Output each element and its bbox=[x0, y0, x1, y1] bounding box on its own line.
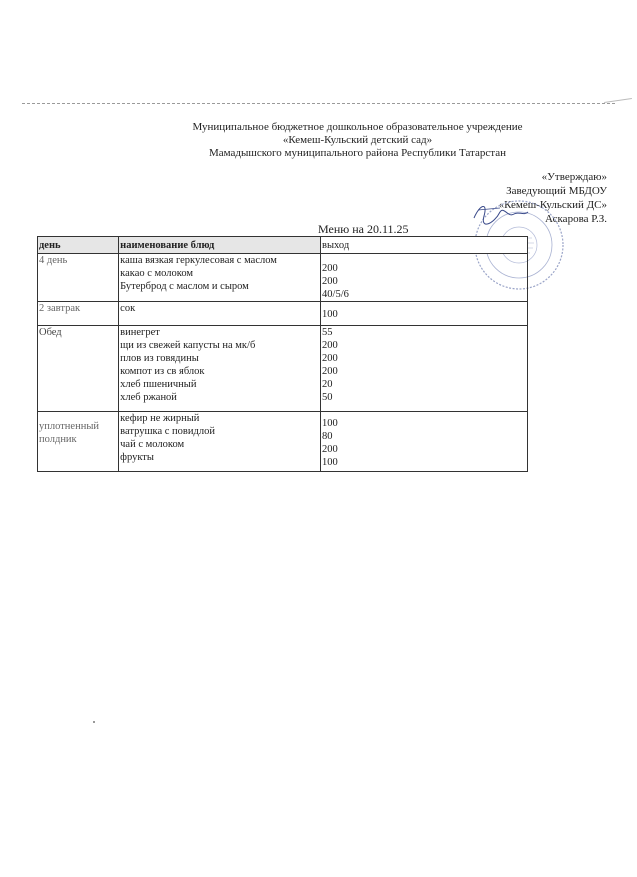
row-day: Обед bbox=[38, 326, 119, 412]
scan-edge-line bbox=[22, 103, 615, 104]
header-line-3: Мамадышского муниципального района Республики Татарстан bbox=[209, 147, 506, 159]
output-item: 200 bbox=[322, 444, 338, 455]
dish-item: хлеб ржаной bbox=[120, 392, 177, 403]
scan-edge-mark bbox=[604, 98, 632, 103]
header-output: выход bbox=[321, 237, 528, 254]
approval-line-4: Аскарова Р.З. bbox=[544, 213, 607, 225]
row-day bbox=[38, 412, 119, 472]
dish-item: ватрушка с повидлой bbox=[120, 426, 215, 437]
row-outputs bbox=[321, 326, 528, 412]
dish-item: компот из св яблок bbox=[120, 366, 205, 377]
row-dishes bbox=[119, 302, 321, 326]
output-item: 50 bbox=[322, 392, 333, 403]
header-day: день bbox=[38, 237, 119, 254]
output-item: 200 bbox=[322, 263, 338, 274]
row-dishes bbox=[119, 254, 321, 302]
table-row bbox=[38, 412, 528, 472]
header-line-1: Муниципальное бюджетное дошкольное образовательное учреждение bbox=[192, 121, 523, 133]
signature-icon bbox=[470, 198, 530, 228]
output-item: 40/5/6 bbox=[322, 289, 349, 300]
header-dish: наименование блюд bbox=[119, 237, 321, 254]
dish-item: каша вязкая геркулесовая с маслом bbox=[120, 255, 277, 266]
row-day: 2 завтрак bbox=[38, 302, 119, 326]
table-row bbox=[38, 326, 528, 412]
dish-item: сок bbox=[120, 303, 136, 314]
row-outputs bbox=[321, 412, 528, 472]
dish-item: хлеб пшеничный bbox=[120, 379, 197, 390]
dish-item: винегрет bbox=[120, 327, 160, 338]
output-item: 55 bbox=[322, 327, 333, 338]
dish-item: плов из говядины bbox=[120, 353, 199, 364]
document-header bbox=[60, 121, 637, 160]
header-line-2: «Кемеш-Кульский детский сад» bbox=[282, 134, 433, 146]
table-row bbox=[38, 302, 528, 326]
approval-line-3: «Кемеш-Кульский ДС» bbox=[498, 199, 607, 211]
dish-item: фрукты bbox=[120, 452, 154, 463]
menu-title: Меню на 20.11.25 bbox=[318, 222, 409, 236]
output-item: 100 bbox=[322, 457, 338, 468]
output-item: 200 bbox=[322, 353, 338, 364]
approval-line-2: Заведующий МБДОУ bbox=[506, 185, 607, 197]
dish-item: кефир не жирный bbox=[120, 413, 200, 424]
menu-table bbox=[37, 236, 528, 472]
row-outputs bbox=[321, 254, 528, 302]
output-item: 200 bbox=[322, 276, 338, 287]
row-day-label: уплотненный полдник bbox=[39, 421, 100, 445]
approval-line-1: «Утверждаю» bbox=[541, 171, 607, 183]
dish-item: чай с молоком bbox=[120, 439, 185, 450]
output-item: 100 bbox=[322, 418, 338, 429]
output-item: 200 bbox=[322, 366, 338, 377]
row-day: 4 день bbox=[38, 254, 119, 302]
row-dishes bbox=[119, 412, 321, 472]
scan-dust-mark bbox=[93, 721, 95, 723]
output-item: 20 bbox=[322, 379, 333, 390]
dish-item: щи из свежей капусты на мк/б bbox=[120, 340, 256, 351]
table-header-row bbox=[38, 237, 528, 254]
dish-item: Бутерброд с маслом и сыром bbox=[120, 281, 249, 292]
output-item: 200 bbox=[322, 340, 338, 351]
row-outputs bbox=[321, 302, 528, 326]
row-dishes bbox=[119, 326, 321, 412]
table-row bbox=[38, 254, 528, 302]
output-item: 80 bbox=[322, 431, 333, 442]
output-item: 100 bbox=[322, 309, 338, 320]
dish-item: какао с молоком bbox=[120, 268, 194, 279]
